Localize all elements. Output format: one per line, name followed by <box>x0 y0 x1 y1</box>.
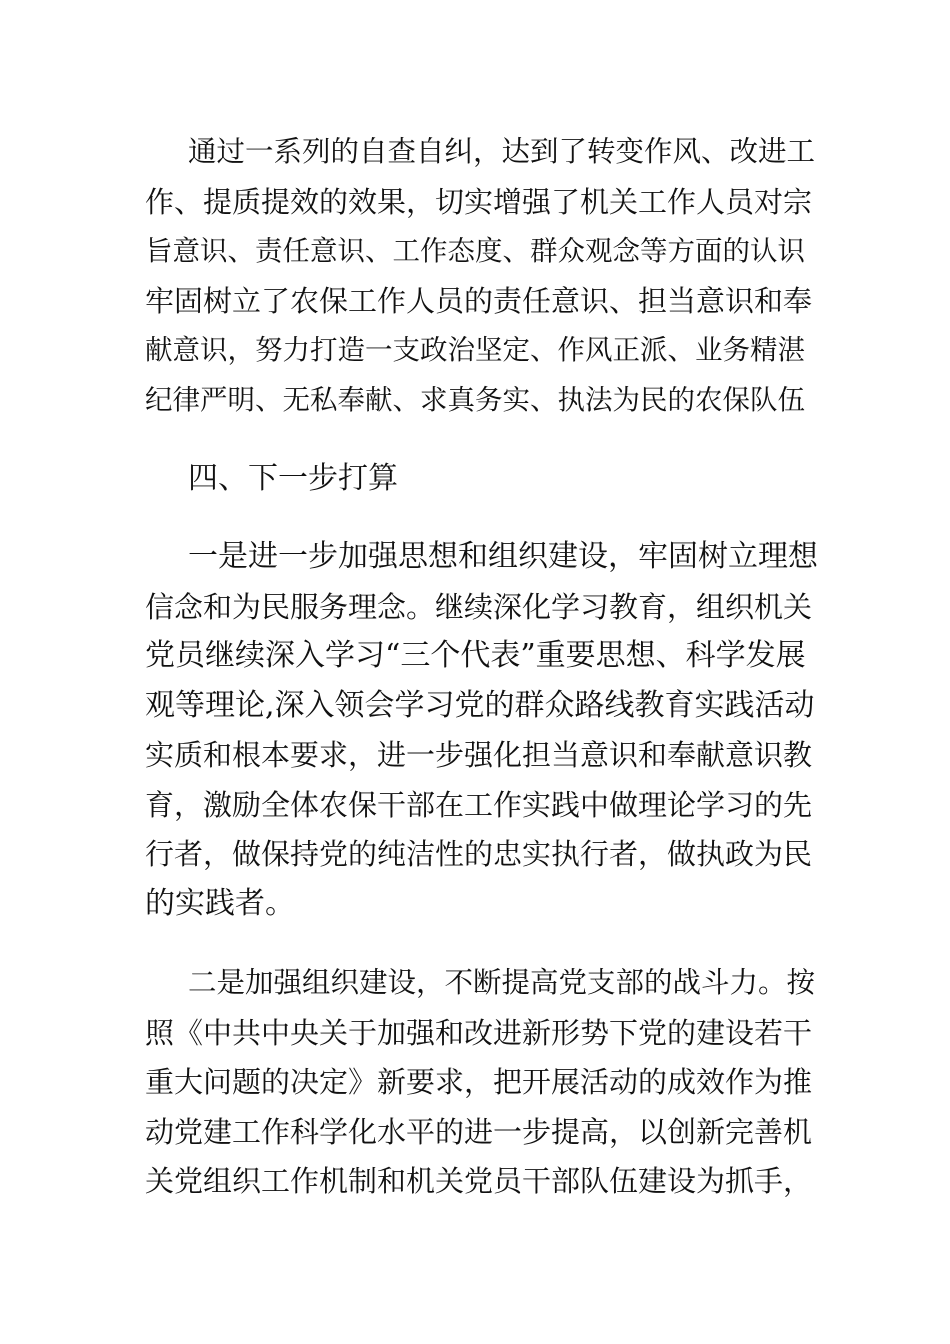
paragraph-1-line-3: 旨意识、责任意识、工作态度、群众观念等方面的认识 <box>145 235 805 267</box>
paragraph-1-line-4: 牢固树立了农保工作人员的责任意识、担当意识和奉 <box>145 284 813 318</box>
paragraph-2-line-7: 行者，做保持党的纯洁性的忠实执行者，做执政为民 <box>145 837 813 871</box>
paragraph-3-line-4: 动党建工作科学化水平的进一步提高，以创新完善机 <box>145 1115 813 1149</box>
paragraph-2-line-1: 一是进一步加强思想和组织建设，牢固树立理想 <box>188 539 818 574</box>
paragraph-1-line-5: 献意识，努力打造一支政治坚定、作风正派、业务精湛 <box>145 334 805 366</box>
paragraph-1-line-6: 纪律严明、无私奉献、求真务实、执法为民的农保队伍 <box>145 384 805 416</box>
section-heading: 四、下一步打算 <box>188 461 398 496</box>
paragraph-3-line-3: 重大问题的决定》新要求，把开展活动的成效作为推 <box>145 1065 813 1099</box>
paragraph-2-line-4: 观等理论,深入领会学习党的群众路线教育实践活动 <box>145 688 815 723</box>
paragraph-1-line-1: 通过一系列的自查自纠，达到了转变作风、改进工 <box>188 135 816 168</box>
paragraph-2-line-2: 信念和为民服务理念。继续深化学习教育，组织机关 <box>145 590 813 624</box>
paragraph-3-line-5: 关党组织工作机制和机关党员干部队伍建设为抓手， <box>145 1164 813 1198</box>
paragraph-1-line-2: 作、提质提效的效果，切实增强了机关工作人员对宗 <box>145 185 813 219</box>
paragraph-2-line-6: 育，激励全体农保干部在工作实践中做理论学习的先 <box>145 788 813 822</box>
paragraph-3-line-1: 二是加强组织建设，不断提高党支部的战斗力。按 <box>188 966 816 999</box>
paragraph-2-line-3: 党员继续深入学习“三个代表”重要思想、科学发展 <box>145 638 806 673</box>
paragraph-3-line-2: 照《中共中央关于加强和改进新形势下党的建设若干 <box>145 1016 813 1050</box>
paragraph-2-line-8: 的实践者。 <box>145 886 295 921</box>
paragraph-2-line-5: 实质和根本要求，进一步强化担当意识和奉献意识教 <box>145 738 813 772</box>
